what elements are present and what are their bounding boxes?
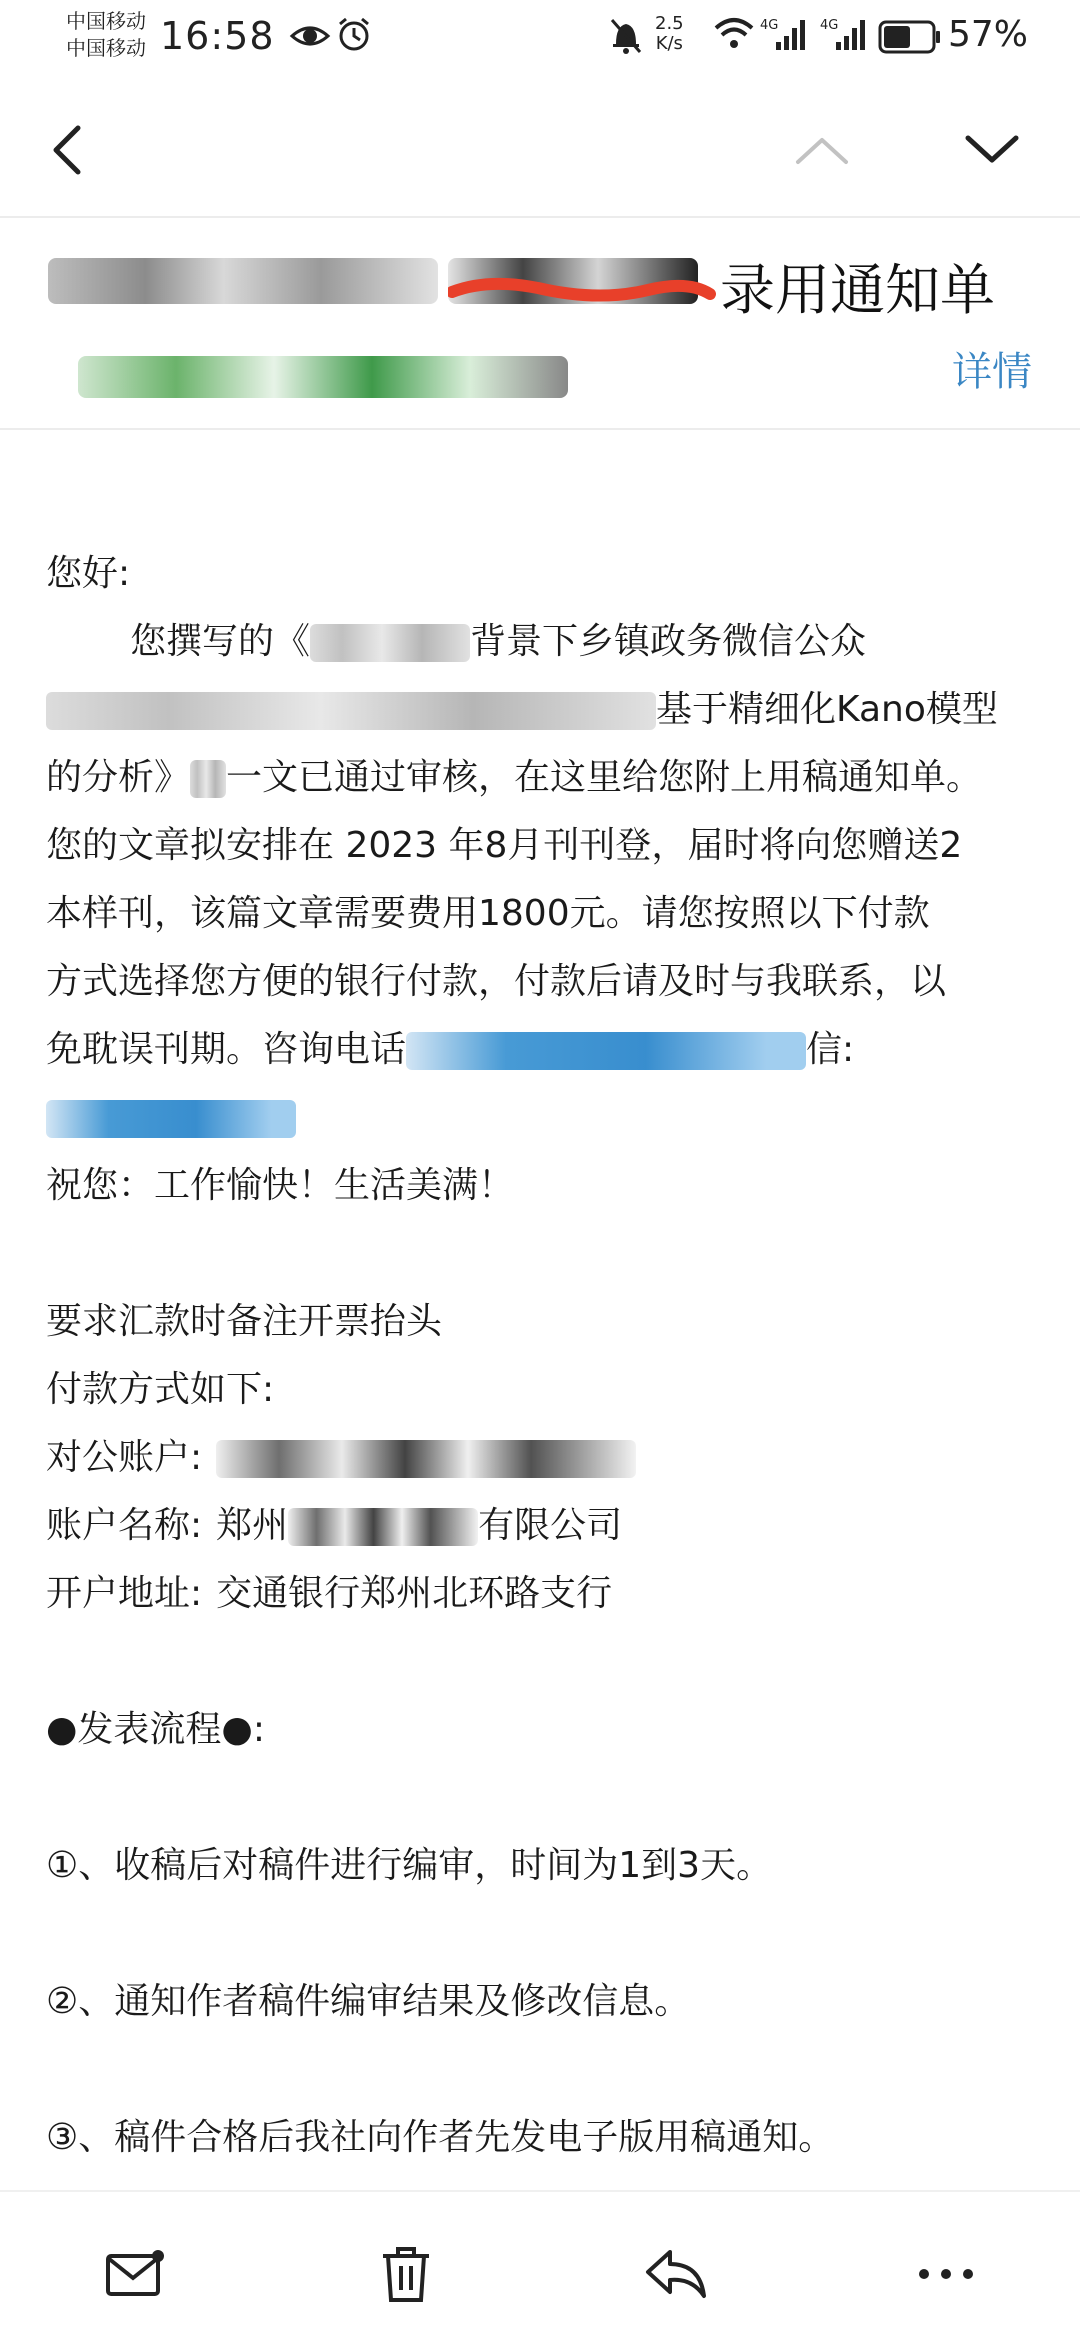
invoice-note: 要求汇款时备注开票抬头 — [46, 1301, 443, 1342]
subject-title: 录用通知单 — [720, 258, 996, 322]
wishes: 祝您：工作愉快！生活美满！ — [46, 1165, 515, 1206]
redacted-sender — [78, 356, 568, 398]
signal-2-icon — [834, 14, 870, 54]
redacted-account — [216, 1440, 636, 1478]
mute-bell-icon — [606, 14, 646, 58]
body-line-1-start: 您撰写的《 — [130, 621, 311, 662]
bottom-action-bar — [0, 2190, 1080, 2342]
reply-button[interactable] — [636, 2234, 716, 2314]
mail-nav-bar — [0, 80, 1080, 220]
body-line-2 — [46, 676, 1036, 744]
body-line-7-start: 免耽误刊期。咨询电话 — [46, 1029, 407, 1070]
red-redaction-stroke — [448, 266, 718, 310]
down-chevron-icon — [964, 132, 1020, 168]
compose-mail-button[interactable] — [96, 2234, 176, 2314]
more-button[interactable] — [906, 2234, 986, 2314]
redacted-text — [190, 760, 226, 798]
trash-icon — [379, 2244, 433, 2304]
body-line-3-start: 的分析》 — [46, 757, 191, 798]
account-row — [46, 1424, 1036, 1492]
redacted-subject-prefix — [48, 258, 438, 304]
body-line-4: 您的文章拟安排在 2023 年8月刊刊登，届时将向您赠送2 — [46, 825, 963, 866]
carrier-labels — [66, 8, 146, 62]
bank-value: 交通银行郑州北环路支行 — [216, 1573, 613, 1614]
battery-icon — [878, 20, 942, 54]
battery-percent: 57% — [948, 14, 1029, 55]
account-name-label: 账户名称: — [46, 1505, 203, 1546]
bank-label: 开户地址: — [46, 1573, 203, 1614]
clock: 16:58 — [160, 14, 275, 58]
delete-button[interactable] — [366, 2234, 446, 2314]
redacted-text — [46, 692, 656, 730]
account-name-row — [46, 1492, 1036, 1560]
body-line-1-end: 背景下乡镇政务微信公众 — [470, 621, 867, 662]
next-mail-button[interactable] — [962, 120, 1022, 180]
net-speed — [655, 14, 684, 54]
process-step-1: ①、收稿后对稿件进行编审，时间为1到3天。 — [46, 1845, 773, 1886]
body-line-2-end: 基于精细化Kano模型 — [656, 689, 998, 730]
eye-icon — [288, 14, 332, 58]
signal-1-icon — [774, 14, 810, 54]
redacted-account-name — [288, 1508, 478, 1546]
body-line-6: 方式选择您方便的银行付款，付款后请及时与我联系，以 — [46, 961, 947, 1002]
net-type-2: 4G — [820, 18, 839, 33]
header-divider — [0, 216, 1080, 218]
body-line-7 — [46, 1016, 1036, 1084]
back-button[interactable] — [38, 120, 98, 180]
net-type-1: 4G — [760, 18, 779, 33]
redacted-text — [310, 624, 470, 662]
process-heading: ●发表流程●: — [46, 1709, 265, 1750]
process-step-2: ②、通知作者稿件编审结果及修改信息。 — [46, 1981, 691, 2022]
reply-icon — [644, 2248, 708, 2300]
carrier-1: 中国移动 — [66, 9, 146, 33]
body-line-1 — [46, 608, 1036, 676]
greeting: 您好: — [46, 553, 131, 594]
account-name-start: 郑州 — [216, 1505, 289, 1546]
net-speed-value: 2.5 — [655, 13, 684, 34]
subject-divider — [0, 428, 1080, 430]
net-speed-unit: K/s — [655, 33, 683, 54]
body-line-5: 本样刊，该篇文章需要费用1800元。请您按照以下付款 — [46, 893, 930, 934]
redacted-phone[interactable] — [406, 1032, 806, 1070]
mail-icon — [104, 2248, 168, 2300]
up-chevron-icon — [794, 132, 850, 168]
carrier-2: 中国移动 — [66, 36, 146, 60]
status-bar — [0, 0, 1080, 80]
body-line-8 — [46, 1084, 1036, 1152]
details-link[interactable]: 详情 — [952, 349, 1032, 395]
account-label: 对公账户: — [46, 1437, 203, 1478]
wifi-icon — [712, 14, 756, 54]
body-line-7-end: 信: — [806, 1029, 855, 1070]
redacted-wechat[interactable] — [46, 1100, 296, 1138]
more-icon — [916, 2264, 976, 2284]
bank-row — [46, 1560, 1036, 1628]
payment-heading: 付款方式如下: — [46, 1369, 275, 1410]
alarm-icon — [334, 14, 374, 54]
mail-subject — [48, 240, 1008, 320]
previous-mail-button[interactable] — [792, 120, 852, 180]
process-step-3: ③、稿件合格后我社向作者先发电子版用稿通知。 — [46, 2117, 835, 2158]
body-line-3 — [46, 744, 1036, 812]
mail-body — [46, 540, 1036, 2172]
back-chevron-icon — [48, 122, 88, 178]
account-name-end: 有限公司 — [478, 1505, 623, 1546]
body-line-3-end: 一文已通过审核，在这里给您附上用稿通知单。 — [226, 757, 983, 798]
